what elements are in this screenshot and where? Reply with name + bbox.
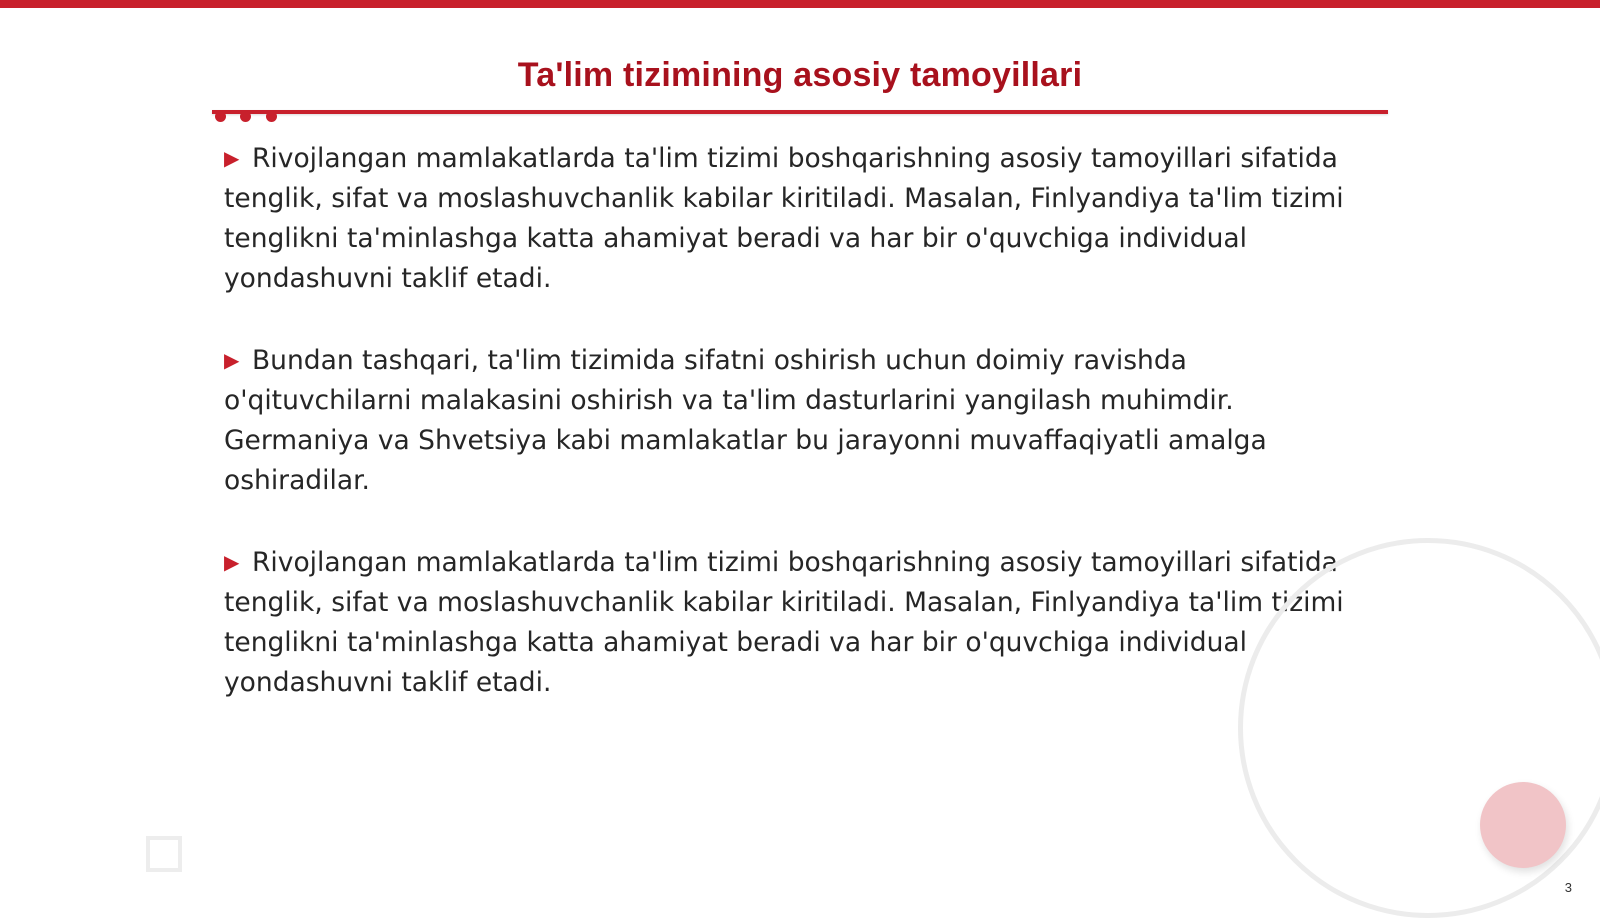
bullet-paragraph bbox=[224, 340, 1364, 501]
decor-dot bbox=[240, 111, 251, 122]
bullet-arrow-icon: ▶ bbox=[224, 550, 240, 574]
paragraph-text: Rivojlangan mamlakatlarda ta'lim tizimi boshqarishning asosiy tamoyillari sifatida tenglik, sifat va moslashuvchanlik kabilar kiritiladi. Masalan, Finlyandiya ta'lim tizimi tenglikni ta'minlashga katta ahamiyat beradi va har bir o'quvchiga individual yondashuvni taklif etadi. bbox=[224, 547, 1344, 698]
bullet-arrow-icon: ▶ bbox=[224, 348, 240, 372]
bullet-arrow-icon: ▶ bbox=[224, 146, 240, 170]
title-underline bbox=[212, 110, 1388, 114]
bullet-paragraph bbox=[224, 138, 1364, 299]
slide-title: Ta'lim tizimining asosiy tamoyillari bbox=[517, 56, 1083, 94]
paragraph-text: Bundan tashqari, ta'lim tizimida sifatni oshirish uchun doimiy ravishda o'qituvchilarni malakasini oshirish va ta'lim dasturlarini yangilash muhimdir. Germaniya va Shvetsiya kabi mamlakatlar bu jarayonni muvaffaqiyatli amalga oshiradilar. bbox=[224, 345, 1267, 496]
top-accent-bar bbox=[0, 0, 1600, 8]
page-number: 3 bbox=[1564, 880, 1572, 895]
paragraph-text: Rivojlangan mamlakatlarda ta'lim tizimi boshqarishning asosiy tamoyillari sifatida tenglik, sifat va moslashuvchanlik kabilar kiritiladi. Masalan, Finlyandiya ta'lim tizimi tenglikni ta'minlashga katta ahamiyat beradi va har bir o'quvchiga individual yondashuvni taklif etadi. bbox=[224, 143, 1344, 294]
bullet-paragraph bbox=[224, 542, 1364, 703]
decor-dot bbox=[266, 111, 277, 122]
decor-dot bbox=[215, 111, 226, 122]
decorative-square bbox=[146, 836, 182, 872]
slide-body bbox=[224, 138, 1364, 744]
decorative-pink-circle bbox=[1480, 782, 1566, 868]
